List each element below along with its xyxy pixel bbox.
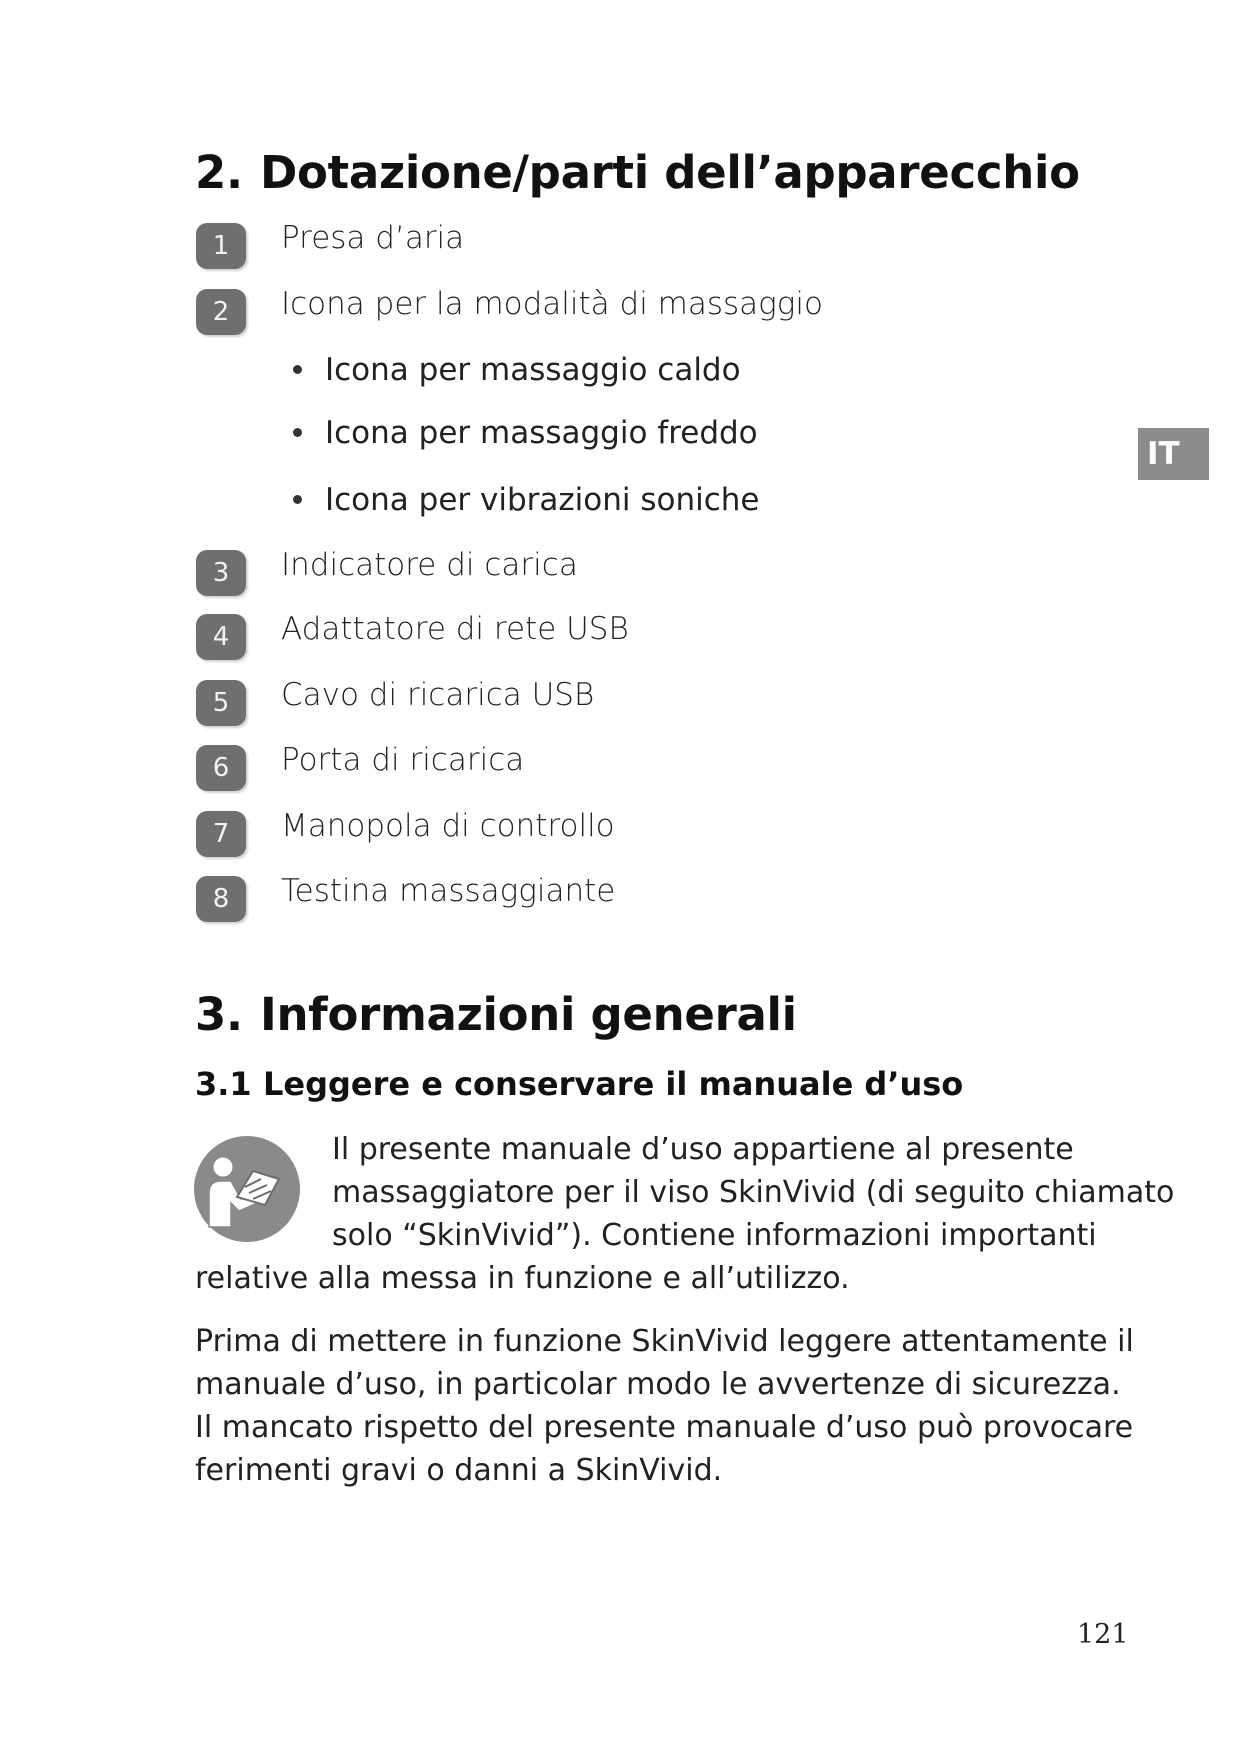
item-label: Indicatore di carica (281, 547, 578, 583)
paragraph-line: ferimenti gravi o danni a SkinVivid. (195, 1453, 723, 1488)
paragraph-line: Il mancato rispetto del presente manuale d’uso può provocare (195, 1410, 1134, 1445)
read-manual-icon (193, 1135, 301, 1243)
list-item (0, 808, 1241, 857)
list-item (0, 742, 1241, 791)
item-number-badge: 5 (196, 680, 246, 726)
item-label: Adattatore di rete USB (281, 611, 629, 647)
item-number-badge: 2 (196, 289, 246, 335)
list-item (0, 677, 1241, 726)
paragraph-line: manuale d’uso, in particolar modo le avvertenze di sicurezza. (195, 1367, 1121, 1402)
item-label: Manopola di controllo (281, 808, 615, 844)
subsection-number: 3.1 (195, 1065, 252, 1103)
list-item (0, 873, 1241, 922)
item-label: Presa d’aria (281, 220, 465, 256)
list-item (0, 220, 1241, 269)
bullet-icon (293, 428, 302, 437)
item-number-badge: 8 (196, 876, 246, 922)
paragraph-line: relative alla messa in funzione e all’utilizzo. (195, 1261, 850, 1296)
paragraph-line: Il presente manuale d’uso appartiene al presente (332, 1132, 1074, 1167)
item-label: Cavo di ricarica USB (281, 677, 595, 713)
sub-list-item (0, 347, 1241, 393)
item-number-badge: 7 (196, 811, 246, 857)
paragraph-line: Prima di mettere in funzione SkinVivid leggere attentamente il (195, 1324, 1134, 1359)
item-label: Icona per la modalità di massaggio (281, 286, 823, 322)
subsection-3-1-heading (195, 1065, 964, 1103)
item-number-badge: 1 (196, 223, 246, 269)
section-3-number: 3. (195, 988, 243, 1041)
sub-list-item (0, 477, 1241, 523)
item-label: Porta di ricarica (281, 742, 525, 778)
section-2-title: Dotazione/parti dell’apparecchio (260, 146, 1080, 199)
bullet-icon (293, 365, 302, 374)
subsection-title: Leggere e conservare il manuale d’uso (263, 1065, 964, 1103)
page-number: 121 (1077, 1619, 1129, 1650)
sub-list-item (0, 410, 1241, 456)
list-item (0, 547, 1241, 596)
paragraph-line: massaggiatore per il viso SkinVivid (di seguito chiamato (332, 1175, 1175, 1210)
language-tab: IT (1138, 428, 1209, 480)
list-item (0, 286, 1241, 335)
sub-item-label: Icona per massaggio caldo (325, 352, 741, 388)
item-number-badge: 3 (196, 550, 246, 596)
item-number-badge: 6 (196, 745, 246, 791)
section-2-number: 2. (195, 146, 243, 199)
list-item (0, 611, 1241, 660)
section-3-title: Informazioni generali (260, 988, 797, 1041)
paragraph-line: solo “SkinVivid”). Contiene informazioni importanti (332, 1218, 1097, 1253)
sub-item-label: Icona per vibrazioni soniche (325, 482, 760, 518)
item-number-badge: 4 (196, 614, 246, 660)
bullet-icon (293, 495, 302, 504)
section-3-heading (195, 988, 797, 1041)
sub-item-label: Icona per massaggio freddo (325, 415, 758, 451)
section-2-heading (195, 146, 1080, 199)
item-label: Testina massaggiante (281, 873, 616, 909)
